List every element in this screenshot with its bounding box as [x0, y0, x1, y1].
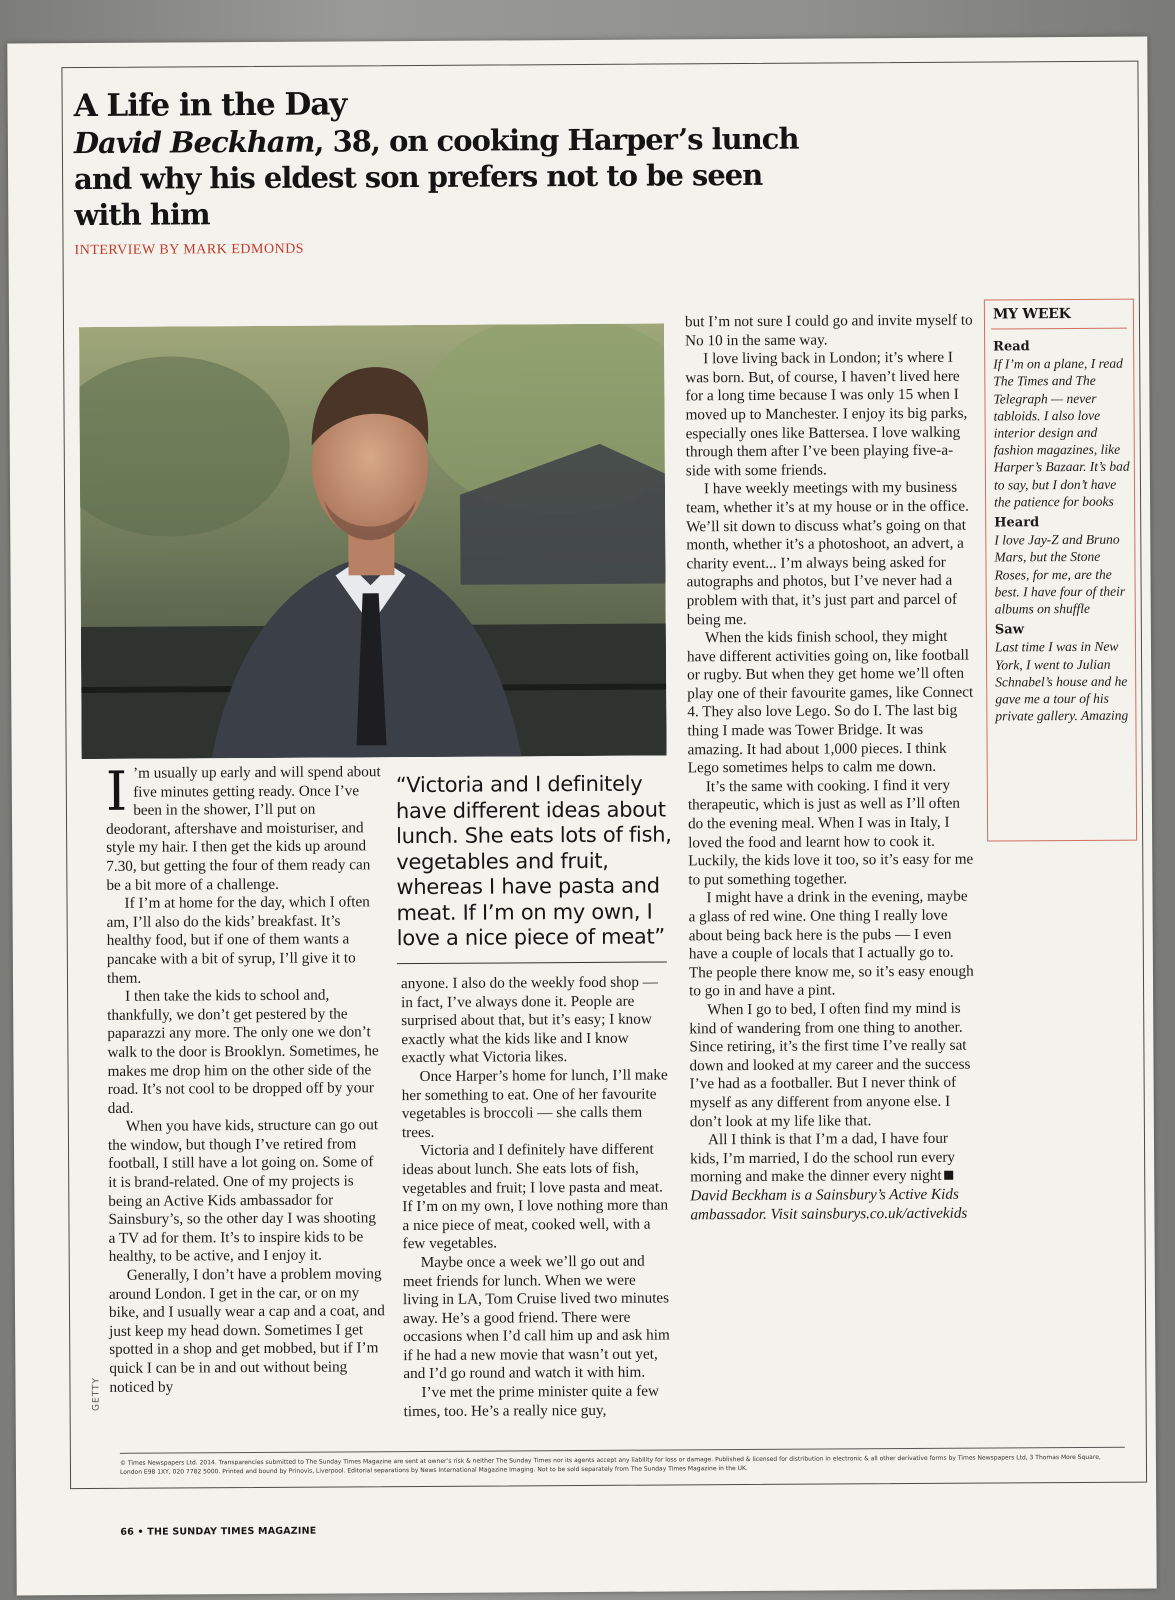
headline-name: David Beckham — [73, 124, 315, 161]
paragraph: I’ve met the prime minister quite a few times, too. He’s a really nice guy, — [403, 1382, 660, 1420]
paragraph: anyone. I also do the weekly food shop — in fact, I’ve always done it. People are surprised about that, but it’s easy; I know exactly what the kids like and I know exactly what Victoria likes. — [400, 973, 658, 1067]
sidebar-text-read: If I’m on a plane, I read The Times and The Telegraph — never tabloids. I also love interior design and fashion magazines, like Harper’s Bazaar. It’s bad to say, but I don’t have the patience for books — [993, 355, 1130, 510]
text-column-3 — [685, 312, 979, 1225]
text-column-2 — [401, 973, 672, 1421]
closing-paragraph — [690, 1130, 978, 1188]
tagline: David Beckham is a Sainsbury’s Active Kids ambassador. Visit sainsburys.co.uk/activekids — [690, 1185, 968, 1223]
end-mark-icon — [945, 1171, 954, 1180]
section-kicker: A Life in the Day — [73, 86, 347, 125]
paragraph: Generally, I don’t have a problem moving around London. I get in the car, or on my bike, and I usually wear a cap and a coat, and just keep my head down. Sometimes I get spotted in a shop and get mobbed, but if I’m quick I can be in and out without being noticed by — [108, 1265, 385, 1396]
headline-rest: , 38, on cooking Harper’s lunch and why his eldest son prefers not to be seen with him — [73, 121, 799, 233]
article-header — [74, 82, 975, 259]
closing-text: All I think is that I’m a dad, I have four kids, I’m married, I do the school run every morning and make the dinner every night — [690, 1129, 956, 1186]
sidebar-heading-saw: Saw — [994, 622, 1024, 638]
paragraph: I might have a drink in the evening, maybe a glass of red wine. One thing I really love about being back here is the pubs — I even have a couple of locals that I actually go to. The people there know me, so it’s easy enough to go in and have a pint. — [688, 888, 974, 1000]
sidebar-heading-read: Read — [993, 339, 1030, 355]
paragraph: If I’m at home for the day, which I often am, I’ll also do the kids’ breakfast. It’s healthy food, but if one of them wants a pancake with a bit of syrup, I’ll give it to them. — [106, 893, 370, 987]
headline — [74, 120, 835, 233]
page-folio: 66 • THE SUNDAY TIMES MAGAZINE — [120, 1525, 317, 1538]
paragraph: I then take the kids to school and, thankfully, we don’t get pestered by the paparazzi any more. The only one we don’t walk to the door is Brooklyn. Sometimes, he makes me drop him on the other side of the road. It’s not cool to be dropped off by your dad. — [107, 986, 379, 1117]
photo-credit: GETTY — [91, 1376, 102, 1412]
pull-quote: “Victoria and I definitely have different ideas about lunch. She eats lots of fish, vegetables and fruit, whereas I have pasta and meat. If I’m on my own, I love a nice piece of meat” — [395, 771, 672, 951]
paragraph: When you have kids, structure can go out the window, but though I’ve retired from football, I still have a lot going on. Some of it is brand-related. One of my projects is being an Active Kids ambassador for Sainsbury’s, so the other day I was shooting a TV ad for them. It’s to inspire kids to be healthy, to be active, and I enjoy it. — [107, 1116, 379, 1266]
sidebar-rule — [991, 328, 1127, 330]
sidebar-text-saw: Last time I was in New York, I went to Julian Schnabel’s house and he gave me a tour of his private gallery. Amazing — [994, 639, 1129, 724]
paragraph: Maybe once a week we’ll go out and meet friends for lunch. When we were living in LA, Tom Cruise lived two minutes away. He’s a good friend. There were occasions when I’d call him up and ask him if he had a new movie that wasn’t out yet, and I’d go round and watch it with him. — [402, 1252, 670, 1383]
byline: INTERVIEW BY MARK EDMONDS — [74, 241, 305, 259]
legal-notice: © Times Newspapers Ltd. 2014. Transparencies submitted to The Sunday Times Magazine are sent at owner’s risk & neither The Sunday Times nor its agents accept any liability for loss or damage. Published & licensed for distribution in electronic & all other derivative forms by Times Newspapers Ltd, 3 Thomas More Square, London E98 1XY, 020 7782 5000. Printed and bound by Prinovis, Liverpool. Editorial separations by News International Magazine Imaging. Not to be sold separately from The Sunday Times Magazine in the UK. — [119, 1453, 1101, 1476]
dropcap: I — [105, 759, 128, 823]
paragraph: I love living back in London; it’s where I was born. But, of course, I haven’t lived here for a long time because I was only 15 when I moved up to Manchester. I enjoy its big parks, especially ones like Battersea. I love walking through them after I’ve been playing five-a-side with some friends. — [685, 348, 968, 480]
my-week-sidebar — [984, 299, 1137, 842]
paragraph: Victoria and I definitely have different ideas about lunch. She eats lots of fish, vegetables and fruit; I love pasta and meat. If I’m on my own, I love nothing more than a nice piece of meat, cooked well, with a few vegetables. — [402, 1140, 669, 1253]
portrait-photo — [79, 323, 667, 759]
paragraph: It’s the same with cooking. I find it very therapeutic, which is just as well as I’ll often do the evening meal. When I was in Italy, I loved the food and learnt how to cook it. Luckily, the kids love it too, so it’s easy for me to put something together. — [687, 776, 974, 889]
paragraph: but I’m not sure I could go and invite myself to No 10 in the same way. — [684, 311, 973, 349]
paragraph: I have weekly meetings with my business team, whether it’s at my house or in the office. We’ll sit down to discuss what’s going on that month, whether it’s a photoshoot, an advert, a charity event... I’m always being asked for autographs and photos, but I’ve never had a problem with that, it’s just part and parcel of being me. — [686, 479, 969, 628]
text-column-1 — [105, 759, 386, 1397]
paragraph: Once Harper’s home for lunch, I’ll make her something to eat. One of her favourite vegetables is broccoli — she calls them trees. — [401, 1066, 668, 1141]
sidebar-heading-heard: Heard — [994, 515, 1040, 531]
paragraph: When I go to bed, I often find my mind is kind of wandering from one thing to another. Since retiring, it’s the first time I’ve really sat down and looked at my career and the success I’ve had as a footballer. But I never think of myself as any different from anyone else. I don’t look at my life like that. — [689, 999, 971, 1130]
sidebar-body — [993, 334, 1131, 725]
paragraph: When the kids finish school, they might have different activities going on, like football or rugby. But when they get home we’ll often play one of their favourite games, like Connect 4. They also love Lego. So do I. The last big thing I made was Tower Bridge. It was amazing. It had about 1,000 pieces. I think Lego sometimes helps to calm me down. — [686, 627, 974, 777]
magazine-page — [7, 37, 1156, 1596]
sidebar-text-heard: I love Jay-Z and Bruno Mars, but the Stone Roses, for me, are the best. I have four of their albums on shuffle — [994, 531, 1126, 617]
paragraph: ’m usually up early and will spend about five minutes getting ready. Once I’ve been in the shower, I’ll put on deodorant, aftershave and moisturiser, and style my hair. I then get the kids up around 7.30, but getting the four of them ready can be a bit more of a challenge. — [106, 763, 381, 894]
sidebar-title: MY WEEK — [992, 306, 1071, 323]
